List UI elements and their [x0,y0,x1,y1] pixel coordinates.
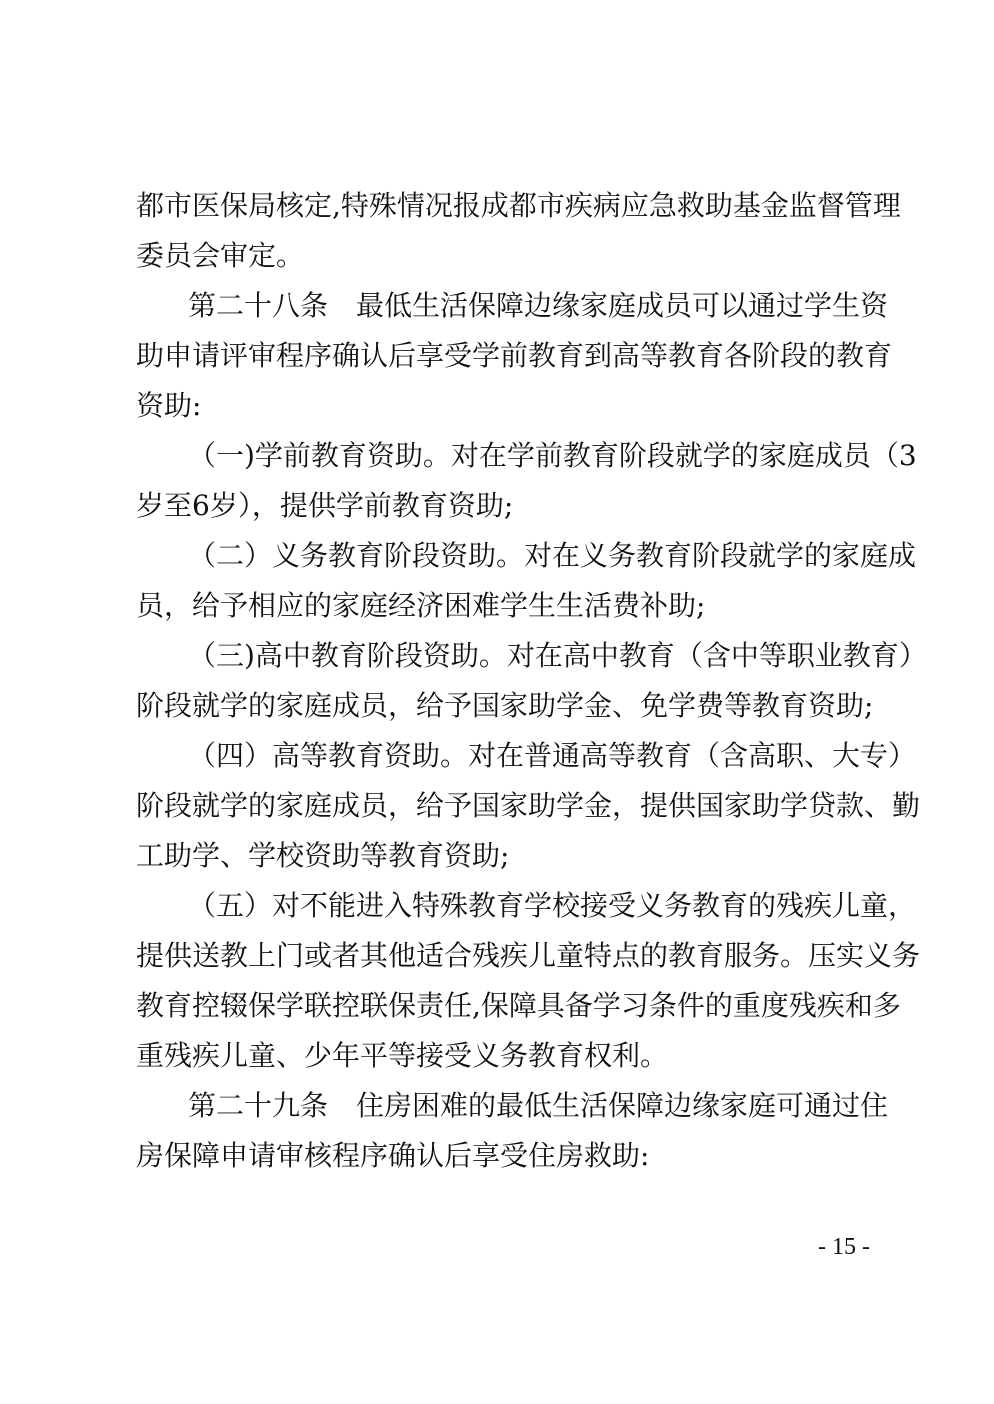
item-5-line-4: 重残疾儿童、少年平等接受义务教育权利。 [136,1039,669,1072]
item-1-line-1: （一)学前教育资助。对在学前教育阶段就学的家庭成员（3 [188,439,917,472]
text-line-1: 都市医保局核定,特殊情况报成都市疾病应急救助基金监督管理 [136,189,901,222]
item-4-line-2: 阶段就学的家庭成员，给予国家助学金，提供国家助学贷款、勤 [136,789,921,822]
text-line-5: 资助: [136,389,202,422]
text-line-2: 委员会审定。 [136,239,305,272]
article-28-heading-line: 第二十八条 最低生活保障边缘家庭成员可以通过学生资 [188,289,889,322]
item-4-line-1: （四）高等教育资助。对在普通高等教育（含高职、大专） [188,739,917,772]
item-5-line-1: （五）对不能进入特殊教育学校接受义务教育的残疾儿童， [188,889,917,922]
item-3-line-2: 阶段就学的家庭成员，给予国家助学金、免学费等教育资助; [136,689,874,722]
item-5-line-3: 教育控辍保学联控联保责任,保障具备学习条件的重度残疾和多 [136,989,901,1022]
text-line-4: 助申请评审程序确认后享受学前教育到高等教育各阶段的教育 [136,339,893,372]
item-4-line-3: 工助学、学校资助等教育资助; [136,839,510,872]
text-line-20: 房保障申请审核程序确认后享受住房救助: [136,1139,650,1172]
item-2-line-2: 员，给予相应的家庭经济困难学生生活费补助; [136,589,706,622]
item-3-line-1: （三)高中教育阶段资助。对在高中教育（含中等职业教育） [188,639,927,672]
item-1-line-2: 岁至6岁），提供学前教育资助; [136,489,514,522]
article-29-heading-line: 第二十九条 住房困难的最低生活保障边缘家庭可通过住 [188,1089,889,1122]
item-2-line-1: （二）义务教育阶段资助。对在义务教育阶段就学的家庭成 [188,539,917,572]
item-5-line-2: 提供送教上门或者其他适合残疾儿童特点的教育服务。压实义务 [136,939,921,972]
page-number: - 15 - [818,1234,870,1260]
